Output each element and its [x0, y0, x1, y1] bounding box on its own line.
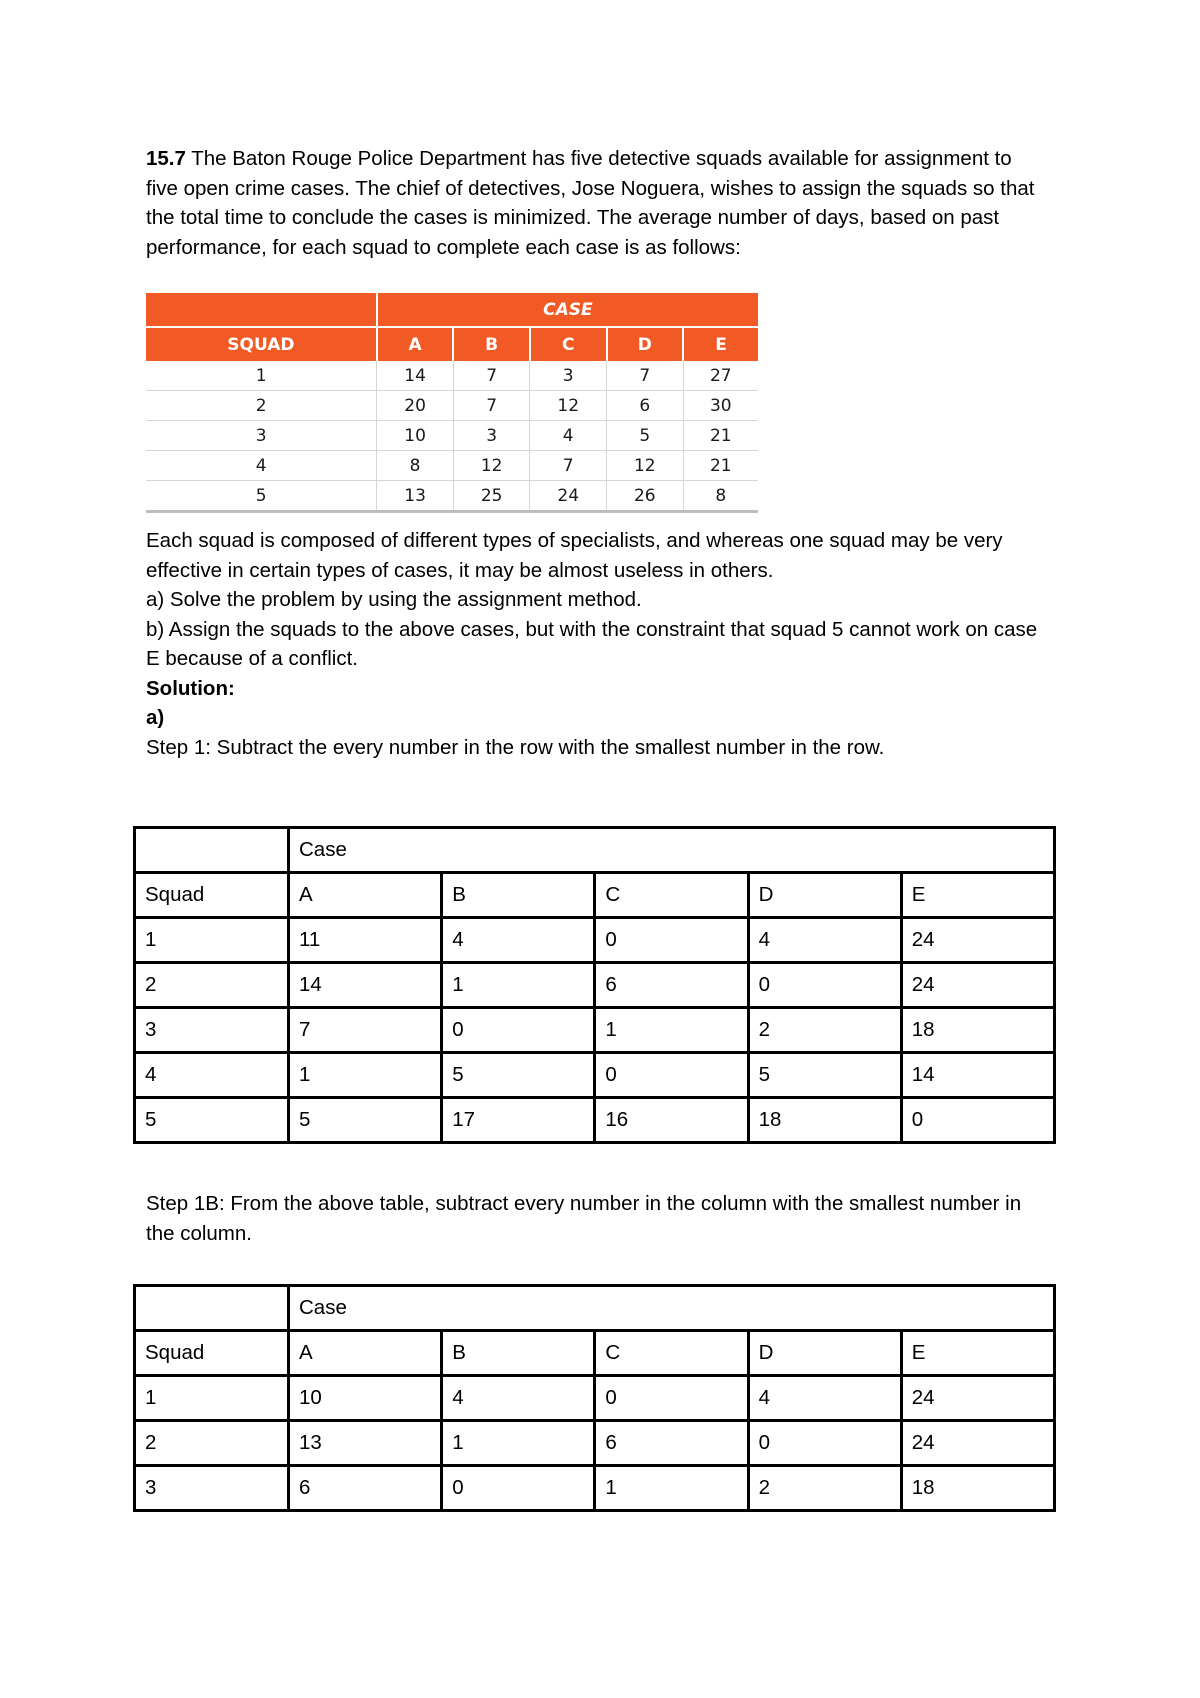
column-reduced-table — [133, 1284, 1056, 1512]
table-cell: 1 — [595, 1466, 748, 1511]
table-row — [146, 361, 758, 391]
table-cell: 18 — [901, 1466, 1054, 1511]
table-row — [135, 963, 1055, 1008]
table-row — [146, 391, 758, 421]
table-cell: 5 — [146, 481, 377, 512]
table-cell: 4 — [748, 918, 901, 963]
table-row — [135, 1008, 1055, 1053]
case-header: Case — [289, 1286, 1055, 1331]
table-row — [146, 421, 758, 451]
part-a-label: a) — [146, 706, 165, 729]
table-row — [146, 481, 758, 512]
table-cell: 1 — [135, 918, 289, 963]
table-cell: 0 — [442, 1008, 595, 1053]
column-header: B — [442, 1331, 595, 1376]
table-cell: 4 — [146, 451, 377, 481]
solution-label: Solution: — [146, 676, 235, 700]
table-cell: 17 — [442, 1098, 595, 1143]
table-cell: 6 — [595, 1421, 748, 1466]
part-a-question: a) Solve the problem by using the assignment method. — [146, 588, 642, 611]
table-cell: 1 — [595, 1008, 748, 1053]
table-cell: 16 — [595, 1098, 748, 1143]
case-header: CASE — [377, 293, 758, 327]
table-row — [135, 918, 1055, 963]
table-cell: 14 — [289, 963, 442, 1008]
problem-number: 15.7 — [146, 147, 186, 170]
table-header-row — [146, 293, 758, 327]
column-header: D — [748, 873, 901, 918]
squad-header: SQUAD — [146, 327, 377, 361]
column-header: D — [607, 327, 684, 361]
column-header: A — [289, 873, 442, 918]
table-row — [135, 1053, 1055, 1098]
table-row — [135, 1466, 1055, 1511]
table-cell: 14 — [377, 361, 454, 391]
table-cell: 4 — [442, 918, 595, 963]
squad-header: Squad — [135, 1331, 289, 1376]
table-cell: 5 — [442, 1053, 595, 1098]
table-cell: 14 — [901, 1053, 1054, 1098]
table-cell: 0 — [595, 1053, 748, 1098]
step-1-text: Step 1: Subtract the every number in the row with the smallest number in the row. — [146, 735, 885, 759]
column-header: E — [901, 1331, 1054, 1376]
table-cell: 24 — [901, 963, 1054, 1008]
header-blank-cell — [135, 828, 289, 873]
table-cell: 7 — [289, 1008, 442, 1053]
table-cell: 11 — [289, 918, 442, 963]
table-cell: 6 — [607, 391, 684, 421]
table-cell: 7 — [453, 391, 530, 421]
problem-text: The Baton Rouge Police Department has five detective squads available for assignment to five open crime cases. The chief of detectives, Jose Noguera, wishes to assign the squads so that the total time to conclude the cases is minimized. The average number of days, based on past performance, for each squad to complete each case is as follows: — [146, 147, 1035, 259]
table-cell: 3 — [135, 1008, 289, 1053]
table-cell: 7 — [530, 451, 607, 481]
column-header: B — [453, 327, 530, 361]
table-cell: 24 — [901, 1421, 1054, 1466]
table-cell: 0 — [748, 963, 901, 1008]
table-header-row — [135, 1286, 1055, 1331]
table-cell: 21 — [683, 421, 758, 451]
table-cell: 6 — [595, 963, 748, 1008]
table-cell: 8 — [377, 451, 454, 481]
table-cell: 1 — [442, 1421, 595, 1466]
table-cell: 3 — [530, 361, 607, 391]
table-cell: 13 — [289, 1421, 442, 1466]
table-row — [135, 1421, 1055, 1466]
table-cell: 2 — [748, 1008, 901, 1053]
table-cell: 24 — [530, 481, 607, 512]
description-paragraph: Each squad is composed of different types of specialists, and whereas one squad may be very effective in certain types of cases, it may be almost useless in others. — [146, 529, 1003, 582]
table-row — [135, 1376, 1055, 1421]
step-1b-text: Step 1B: From the above table, subtract every number in the column with the smallest number in the column. — [146, 1192, 1022, 1245]
table-cell: 2 — [135, 963, 289, 1008]
column-header: B — [442, 873, 595, 918]
table-cell: 7 — [453, 361, 530, 391]
case-header: Case — [289, 828, 1055, 873]
table-cell: 5 — [135, 1098, 289, 1143]
table-cell: 0 — [901, 1098, 1054, 1143]
header-blank-cell — [135, 1286, 289, 1331]
table-cell: 0 — [595, 1376, 748, 1421]
table-cell: 4 — [748, 1376, 901, 1421]
problem-details — [146, 526, 1046, 762]
table-cell: 20 — [377, 391, 454, 421]
row-reduced-table — [133, 826, 1056, 1144]
table-cell: 27 — [683, 361, 758, 391]
days-table — [146, 293, 758, 513]
part-b-question: b) Assign the squads to the above cases, but with the constraint that squad 5 cannot work on case E because of a conflict. — [146, 617, 1038, 670]
table-cell: 12 — [453, 451, 530, 481]
column-header-row — [135, 1331, 1055, 1376]
table-cell: 2 — [146, 391, 377, 421]
table-cell: 5 — [607, 421, 684, 451]
column-header: C — [595, 1331, 748, 1376]
table-cell: 2 — [135, 1421, 289, 1466]
column-header: E — [901, 873, 1054, 918]
table-cell: 1 — [289, 1053, 442, 1098]
header-blank-cell — [146, 293, 377, 327]
table-cell: 1 — [442, 963, 595, 1008]
table-cell: 4 — [442, 1376, 595, 1421]
column-header: D — [748, 1331, 901, 1376]
column-header: A — [377, 327, 454, 361]
table-cell: 24 — [901, 1376, 1054, 1421]
table-cell: 30 — [683, 391, 758, 421]
table-cell: 4 — [135, 1053, 289, 1098]
table-cell: 7 — [607, 361, 684, 391]
table-cell: 12 — [607, 451, 684, 481]
table-cell: 0 — [748, 1421, 901, 1466]
table-cell: 24 — [901, 918, 1054, 963]
column-header: E — [683, 327, 758, 361]
table-cell: 12 — [530, 391, 607, 421]
table-cell: 1 — [135, 1376, 289, 1421]
step-1b-section — [146, 1189, 1046, 1248]
table-cell: 5 — [289, 1098, 442, 1143]
column-header-row — [135, 873, 1055, 918]
column-header: A — [289, 1331, 442, 1376]
table-cell: 0 — [442, 1466, 595, 1511]
column-header: C — [530, 327, 607, 361]
table-header-row — [135, 828, 1055, 873]
table-cell: 21 — [683, 451, 758, 481]
table-cell: 2 — [748, 1466, 901, 1511]
table-cell: 10 — [377, 421, 454, 451]
table-cell: 4 — [530, 421, 607, 451]
table-cell: 3 — [146, 421, 377, 451]
column-header-row — [146, 327, 758, 361]
table-cell: 5 — [748, 1053, 901, 1098]
table-cell: 13 — [377, 481, 454, 512]
table-cell: 10 — [289, 1376, 442, 1421]
table-cell: 6 — [289, 1466, 442, 1511]
table-row — [146, 451, 758, 481]
problem-statement — [146, 144, 1046, 262]
table-cell: 1 — [146, 361, 377, 391]
table-cell: 8 — [683, 481, 758, 512]
table-cell: 26 — [607, 481, 684, 512]
table-cell: 18 — [748, 1098, 901, 1143]
table-cell: 25 — [453, 481, 530, 512]
table-cell: 3 — [453, 421, 530, 451]
squad-header: Squad — [135, 873, 289, 918]
table-row — [135, 1098, 1055, 1143]
table-cell: 0 — [595, 918, 748, 963]
column-header: C — [595, 873, 748, 918]
table-cell: 3 — [135, 1466, 289, 1511]
table-cell: 18 — [901, 1008, 1054, 1053]
